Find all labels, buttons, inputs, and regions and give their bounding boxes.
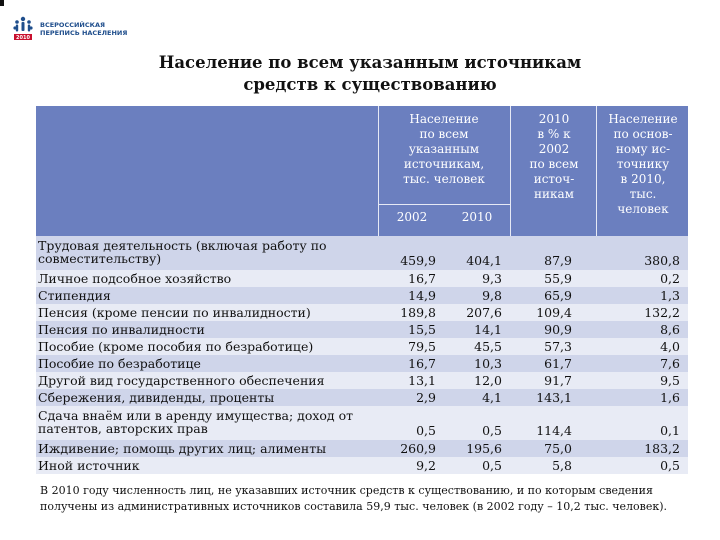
income-sources-table [36,106,688,478]
top-strip [0,0,720,8]
header-year-2010: 2010 [461,210,493,224]
value-2010: 195,6 [466,441,502,456]
row-label-line: Стипендия [38,288,111,303]
header-line: точнику [616,157,670,171]
value-ratio-pct: 114,4 [536,423,572,438]
value-main-source: 7,6 [660,356,680,371]
value-2002: 79,5 [408,339,436,354]
value-main-source: 380,8 [644,253,680,268]
header-line: ному ис- [615,142,671,156]
header-line: тыс. [629,187,657,201]
table-row [36,287,688,304]
row-label-line: Иной источник [38,458,140,473]
value-2010: 14,1 [474,322,502,337]
slide-title [100,52,640,96]
corner-mark [0,0,4,6]
header-main-source-2010 [598,112,688,217]
table-row [36,338,688,355]
header-line: 2002 [538,142,570,156]
value-2002: 2,9 [416,390,436,405]
value-main-source: 4,0 [660,339,680,354]
title-line-2: средств к существованию [243,75,497,94]
logo-year-text: 2010 [16,35,30,41]
row-label [38,340,313,353]
row-label-line: Сбережения, дивиденды, проценты [38,390,275,405]
value-2010: 12,0 [474,373,502,388]
row-label-line: совместительству) [38,251,162,266]
value-ratio-pct: 5,8 [552,458,572,473]
value-2010: 9,8 [482,288,502,303]
row-label-line: Сдача внаём или в аренду имущества; доход от [38,408,354,423]
row-label-line: Личное подсобное хозяйство [38,271,232,286]
value-2010: 9,3 [482,271,502,286]
header-line: никам [534,187,574,201]
row-label-line: Трудовая деятельность (включая работу по [38,238,327,253]
row-label [38,289,111,302]
row-label-line: Пенсия по инвалидности [38,322,205,337]
value-2010: 0,5 [482,458,502,473]
header-divider [596,106,597,236]
value-main-source: 183,2 [644,441,680,456]
value-2010: 0,5 [482,423,502,438]
value-ratio-pct: 91,7 [544,373,572,388]
value-ratio-pct: 75,0 [544,441,572,456]
header-line: человек [617,202,669,216]
row-label-line: Иждивение; помощь других лиц; алименты [38,441,327,456]
header-line: источ- [533,172,575,186]
header-line: в 2010, [620,172,666,186]
value-2010: 10,3 [474,356,502,371]
value-main-source: 8,6 [660,322,680,337]
row-label [38,391,274,404]
row-label [38,323,205,336]
table-row [36,372,688,389]
row-label [38,409,353,435]
value-ratio-pct: 61,7 [544,356,572,371]
footnote: В 2010 году численность лиц, не указавших источник средств к существованию, и по которым сведения получены из административных источников составила 59,9 тыс. человек (в 2002 году – 10,2 тыс. человек). [40,484,667,513]
table-row [36,304,688,321]
header-line: в % к [537,127,571,141]
row-label-line: патентов, авторских прав [38,421,208,436]
value-ratio-pct: 65,9 [544,288,572,303]
value-2010: 45,5 [474,339,502,354]
row-label-line: Другой вид государственного обеспечения [38,373,325,388]
row-label [38,459,140,472]
value-2002: 189,8 [400,305,436,320]
header-line: Население [409,112,479,126]
logo-wordmark [40,21,127,37]
header-line: по всем [529,157,579,171]
row-label-line: Пенсия (кроме пенсии по инвалидности) [38,305,311,320]
value-2002: 16,7 [408,356,436,371]
row-label-line: Пособие по безработице [38,356,201,371]
header-divider [378,106,379,236]
header-line: указанным [408,142,480,156]
table-row [36,236,688,270]
value-main-source: 132,2 [644,305,680,320]
value-ratio-pct: 57,3 [544,339,572,354]
table-row [36,457,688,474]
table-row [36,440,688,457]
header-divider [378,204,510,205]
value-2002: 9,2 [416,458,436,473]
value-2010: 4,1 [482,390,502,405]
row-label [38,272,231,285]
header-line: 2010 [538,112,570,126]
value-2002: 0,5 [416,423,436,438]
title-line-1: Население по всем указанным источникам [158,53,582,72]
value-2002: 16,7 [408,271,436,286]
value-main-source: 9,5 [660,373,680,388]
value-ratio-pct: 90,9 [544,322,572,337]
table-row [36,270,688,287]
header-population-all-sources [380,112,508,187]
value-2010: 404,1 [466,253,502,268]
row-label [38,357,201,370]
header-line: источникам, [403,157,485,171]
value-2002: 14,9 [408,288,436,303]
row-label-line: Пособие (кроме пособия по безработице) [38,339,314,354]
header-year-2002: 2002 [396,210,428,224]
logo-line-1: ВСЕРОССИЙСКАЯ [40,21,105,29]
value-2010: 207,6 [466,305,502,320]
header-ratio-2010-to-2002 [512,112,596,202]
value-ratio-pct: 143,1 [536,390,572,405]
row-label [38,442,326,455]
logo-line-2: ПЕРЕПИСЬ НАСЕЛЕНИЯ [40,29,128,37]
value-main-source: 0,2 [660,271,680,286]
census-emblem-icon [12,14,34,42]
row-label [38,374,325,387]
header-divider [510,106,511,236]
value-ratio-pct: 55,9 [544,271,572,286]
value-main-source: 0,1 [660,423,680,438]
table-row [36,389,688,406]
value-main-source: 1,3 [660,288,680,303]
value-ratio-pct: 109,4 [536,305,572,320]
row-label [38,239,327,265]
header-line: по основ- [613,127,673,141]
value-2002: 15,5 [408,322,436,337]
header-line: по всем [419,127,469,141]
value-main-source: 1,6 [660,390,680,405]
census-logo [10,12,130,46]
header-line: тыс. человек [403,172,485,186]
table-row [36,406,688,440]
table-row [36,321,688,338]
value-2002: 459,9 [400,253,436,268]
row-label [38,306,311,319]
value-main-source: 0,5 [660,458,680,473]
table-row [36,355,688,372]
value-2002: 260,9 [400,441,436,456]
table-header [36,106,688,236]
header-line: Население [608,112,678,126]
value-ratio-pct: 87,9 [544,253,572,268]
value-2002: 13,1 [408,373,436,388]
